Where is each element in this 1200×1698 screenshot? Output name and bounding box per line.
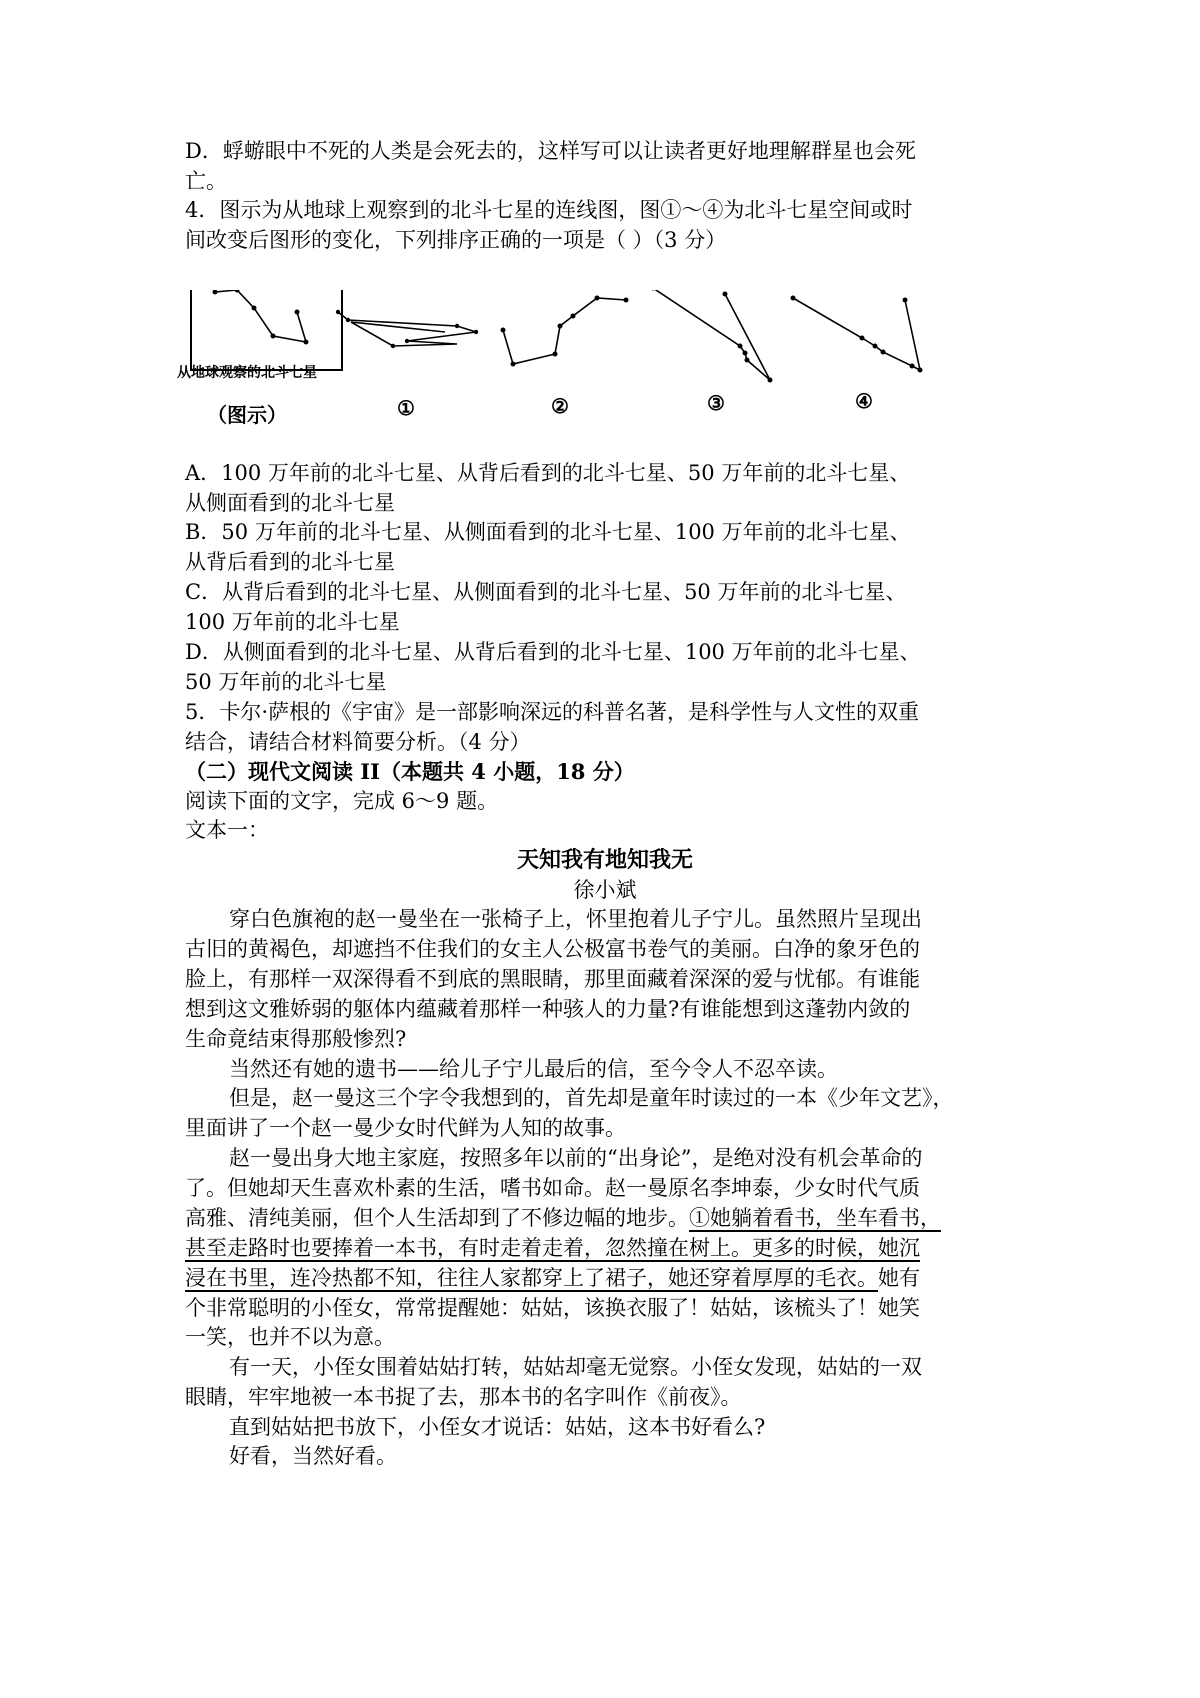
- p1-line1: 穿白色旗袍的赵一曼坐在一张椅子上，怀里抱着儿子宁儿。虽然照片呈现出: [229, 907, 922, 931]
- p4-line5-plain: 她有: [878, 1266, 920, 1290]
- p4-line2: 了。但她却天生喜欢朴素的生活，嗜书如命。赵一曼原名李坤泰，少女时代气质: [185, 1176, 920, 1200]
- q4-stem-line1: 4．图示为从地球上观察到的北斗七星的连线图，图①～④为北斗七星空间或时: [185, 198, 913, 222]
- section-instruction: 阅读下面的文字，完成 6～9 题。: [185, 789, 499, 813]
- figure-label-1: ①: [397, 396, 415, 420]
- p4-line5: [185, 1263, 920, 1293]
- q5-stem-line1: 5．卡尔·萨根的《宇宙》是一部影响深远的科普名著，是科学性与人文性的双重: [185, 700, 920, 724]
- dipper-4: [791, 296, 923, 373]
- underlined-sentence-1-start: ①她躺着看书，坐车看书，: [689, 1206, 941, 1230]
- q4-option-b-line1: B．50 万年前的北斗七星、从侧面看到的北斗七星、100 万年前的北斗七星、: [185, 520, 911, 544]
- q4-option-b-line2: 从背后看到的北斗七星: [185, 550, 395, 574]
- p4-line1: 赵一曼出身大地主家庭，按照多年以前的“出身论”，是绝对没有机会革命的: [229, 1146, 923, 1170]
- p5-line2: 眼睛，牢牢地被一本书捉了去，那本书的名字叫作《前夜》。: [185, 1385, 742, 1409]
- q4-option-d-line1: D．从侧面看到的北斗七星、从背后看到的北斗七星、100 万年前的北斗七星、: [185, 640, 921, 664]
- text-label: 文本一：: [185, 818, 269, 842]
- q4-option-c-line2: 100 万年前的北斗七星: [185, 610, 400, 634]
- section-heading: （二）现代文阅读 II（本题共 4 小题，18 分）: [185, 759, 635, 784]
- q4-stem-line2: 间改变后图形的变化，下列排序正确的一项是（ ）（3 分）: [185, 228, 727, 252]
- reference-frame: [191, 290, 342, 370]
- dipper-2: [501, 296, 629, 367]
- p7-line1: 好看，当然好看。: [229, 1444, 397, 1468]
- dipper-1: [336, 310, 478, 348]
- figure-caption: 从地球观察的北斗七星: [177, 365, 317, 381]
- p4-line6: 个非常聪明的小侄女，常常提醒她：姑姑，该换衣服了！姑姑，该梳头了！她笑: [185, 1296, 920, 1320]
- p1-line5: 生命竟结束得那般惨烈?: [185, 1027, 407, 1051]
- q4-option-a-line2: 从侧面看到的北斗七星: [185, 491, 395, 515]
- p3-line2: 里面讲了一个赵一曼少女时代鲜为人知的故事。: [185, 1116, 626, 1140]
- p3-line1: 但是，赵一曼这三个字令我想到的，首先却是童年时读过的一本《少年文艺》，: [229, 1086, 954, 1110]
- figure-label-3: ③: [707, 391, 725, 415]
- q4-option-d-line2: 50 万年前的北斗七星: [185, 670, 387, 694]
- p6-line1: 直到姑姑把书放下，小侄女才说话：姑姑，这本书好看么?: [229, 1415, 766, 1439]
- figure-label-reference: （图示）: [207, 403, 287, 427]
- reference-dipper: [213, 290, 309, 345]
- big-dipper-figure: [177, 290, 1025, 456]
- q3-option-d-line1: D．蜉蝣眼中不死的人类是会死去的，这样写可以让读者更好地理解群星也会死: [185, 139, 916, 163]
- p4-line3: [185, 1203, 941, 1233]
- p1-line2: 古旧的黄褐色，却遮挡不住我们的女主人公极富书卷气的美丽。白净的象牙色的: [185, 937, 920, 961]
- figure-label-4: ④: [855, 389, 873, 413]
- p4-line7: 一笑，也并不以为意。: [185, 1325, 395, 1349]
- p1-line4: 想到这文雅娇弱的躯体内蕴藏着那样一种骇人的力量?有谁能想到这蓬勃内敛的: [185, 997, 911, 1021]
- p1-line3: 脸上，有那样一双深得看不到底的黑眼睛，那里面藏着深深的爱与忧郁。有谁能: [185, 967, 920, 991]
- p2-line1: 当然还有她的遗书——给儿子宁儿最后的信，至今令人不忍卒读。: [229, 1057, 838, 1081]
- q4-option-a-line1: A．100 万年前的北斗七星、从背后看到的北斗七星、50 万年前的北斗七星、: [185, 461, 911, 485]
- figure-label-2: ②: [551, 394, 569, 418]
- underlined-sentence-1-middle: 甚至走路时也要捧着一本书，有时走着走着，忽然撞在树上。更多的时候，她沉: [185, 1236, 920, 1260]
- dipper-3: [651, 290, 773, 383]
- passage-author: 徐小斌: [573, 878, 637, 902]
- p4-line3-plain: 高雅、清纯美丽，但个人生活却到了不修边幅的地步。: [185, 1206, 689, 1230]
- q5-stem-line2: 结合，请结合材料简要分析。（4 分）: [185, 730, 531, 754]
- q3-option-d-line2: 亡。: [185, 169, 227, 193]
- passage-title: 天知我有地知我无: [516, 847, 693, 873]
- q4-option-c-line1: C．从背后看到的北斗七星、从侧面看到的北斗七星、50 万年前的北斗七星、: [185, 580, 907, 604]
- p5-line1: 有一天，小侄女围着姑姑打转，姑姑却毫无觉察。小侄女发现，姑姑的一双: [229, 1355, 922, 1379]
- underlined-sentence-1-end: 浸在书里，连冷热都不知，往往人家都穿上了裙子，她还穿着厚厚的毛衣。: [185, 1266, 878, 1290]
